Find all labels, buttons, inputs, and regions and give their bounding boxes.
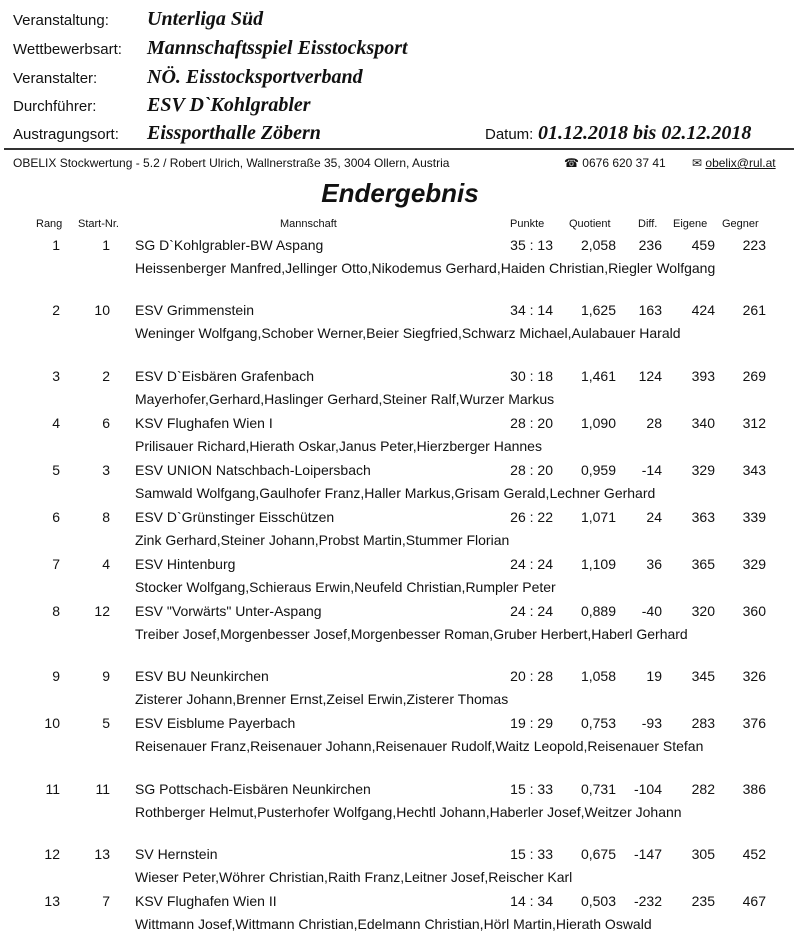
cell-rang: 5 <box>52 462 60 478</box>
cell-eigene: 365 <box>691 556 715 572</box>
cell-diff: -14 <box>641 462 662 478</box>
cell-punkte: 34 : 14 <box>510 302 553 318</box>
cell-team: ESV BU Neunkirchen <box>135 668 269 684</box>
team-members: Prilisauer Richard,Hierath Oskar,Janus Peter,Hierzberger Hannes <box>135 438 542 454</box>
cell-rang: 13 <box>44 893 60 909</box>
cell-start: 11 <box>95 781 110 797</box>
cell-diff: 236 <box>638 237 662 253</box>
phone-icon: ☎ <box>564 156 579 170</box>
cell-start: 7 <box>102 893 110 909</box>
cell-team: ESV Grimmenstein <box>135 302 255 318</box>
col-team: Mannschaft <box>280 218 337 230</box>
cell-rang: 3 <box>52 368 60 384</box>
email-contact[interactable] <box>692 156 776 170</box>
cell-gegner: 467 <box>742 893 766 909</box>
cell-start: 8 <box>102 509 110 525</box>
col-punkte: Punkte <box>510 218 545 230</box>
cell-diff: 36 <box>646 556 662 572</box>
cell-punkte: 20 : 28 <box>510 668 553 684</box>
cell-team: SV Hernstein <box>135 846 218 862</box>
cell-rang: 1 <box>52 237 60 253</box>
team-members: Weninger Wolfgang,Schober Werner,Beier Siegfried,Schwarz Michael,Aulabauer Harald <box>135 325 681 341</box>
cell-punkte: 28 : 20 <box>510 462 553 478</box>
cell-quotient: 1,071 <box>580 509 616 525</box>
cell-punkte: 30 : 18 <box>510 368 553 384</box>
team-members: Rothberger Helmut,Pusterhofer Wolfgang,Hechtl Johann,Haberler Josef,Weitzer Johann <box>135 804 682 820</box>
cell-team: SG Pottschach-Eisbären Neunkirchen <box>135 781 371 797</box>
cell-rang: 10 <box>44 715 60 731</box>
cell-gegner: 343 <box>742 462 766 478</box>
cell-quotient: 1,109 <box>580 556 616 572</box>
cell-quotient: 0,675 <box>580 846 616 862</box>
cell-diff: -232 <box>633 893 662 909</box>
event-value: Unterliga Süd <box>147 8 264 30</box>
cell-punkte: 14 : 34 <box>510 893 553 909</box>
cell-quotient: 1,058 <box>580 668 616 684</box>
organizer-label: Veranstalter: <box>13 70 98 87</box>
cell-quotient: 0,731 <box>580 781 616 797</box>
competition-type-value: Mannschaftsspiel Eisstocksport <box>147 37 408 59</box>
team-members: Wittmann Josef,Wittmann Christian,Edelmann Christian,Hörl Martin,Hierath Oswald <box>135 916 652 932</box>
cell-rang: 6 <box>52 509 60 525</box>
cell-start: 10 <box>94 302 110 318</box>
cell-rang: 4 <box>52 415 60 431</box>
cell-team: ESV D`Grünstinger Eisschützen <box>135 509 335 525</box>
cell-eigene: 235 <box>691 893 715 909</box>
cell-quotient: 0,503 <box>580 893 616 909</box>
cell-gegner: 312 <box>742 415 766 431</box>
cell-punkte: 15 : 33 <box>510 846 553 862</box>
cell-diff: 163 <box>638 302 662 318</box>
cell-team: ESV "Vorwärts" Unter-Aspang <box>135 603 322 619</box>
cell-diff: 124 <box>638 368 662 384</box>
team-members: Reisenauer Franz,Reisenauer Johann,Reisenauer Rudolf,Waitz Leopold,Reisenauer Stefan <box>135 738 704 754</box>
cell-start: 4 <box>102 556 110 572</box>
cell-diff: -147 <box>633 846 662 862</box>
cell-team: ESV Eisblume Payerbach <box>135 715 296 731</box>
cell-start: 9 <box>102 668 110 684</box>
date-label: Datum: <box>485 126 534 143</box>
cell-gegner: 376 <box>742 715 766 731</box>
event-label: Veranstaltung: <box>13 12 109 29</box>
cell-quotient: 0,753 <box>580 715 616 731</box>
cell-quotient: 0,889 <box>580 603 616 619</box>
cell-gegner: 326 <box>742 668 766 684</box>
header-divider <box>4 148 794 150</box>
cell-punkte: 28 : 20 <box>510 415 553 431</box>
cell-start: 1 <box>102 237 110 253</box>
col-start: Start-Nr. <box>78 218 119 230</box>
page-title: Endergebnis <box>321 178 479 208</box>
cell-eigene: 424 <box>691 302 715 318</box>
envelope-icon: ✉ <box>692 156 703 170</box>
cell-gegner: 386 <box>742 781 766 797</box>
cell-start: 13 <box>94 846 110 862</box>
cell-diff: 19 <box>646 668 662 684</box>
software-credits: OBELIX Stockwertung - 5.2 / Robert Ulrich, Wallnerstraße 35, 3004 Ollern, Austria <box>13 156 450 170</box>
cell-team: ESV UNION Natschbach-Loipersbach <box>135 462 371 478</box>
email-link[interactable]: obelix@rul.at <box>705 156 776 170</box>
cell-start: 3 <box>102 462 110 478</box>
cell-punkte: 24 : 24 <box>510 603 553 619</box>
cell-punkte: 26 : 22 <box>510 509 553 525</box>
cell-eigene: 320 <box>691 603 715 619</box>
cell-eigene: 282 <box>691 781 715 797</box>
team-members: Heissenberger Manfred,Jellinger Otto,Nikodemus Gerhard,Haiden Christian,Riegler Wolfgang <box>135 260 716 276</box>
cell-rang: 7 <box>52 556 60 572</box>
cell-punkte: 19 : 29 <box>510 715 553 731</box>
cell-eigene: 329 <box>691 462 715 478</box>
team-members: Zisterer Johann,Brenner Ernst,Zeisel Erwin,Zisterer Thomas <box>135 691 509 707</box>
cell-gegner: 452 <box>742 846 766 862</box>
cell-quotient: 1,625 <box>580 302 616 318</box>
cell-start: 6 <box>102 415 110 431</box>
cell-gegner: 223 <box>742 237 766 253</box>
team-members: Treiber Josef,Morgenbesser Josef,Morgenbesser Roman,Gruber Herbert,Haberl Gerhard <box>135 626 688 642</box>
team-members: Wieser Peter,Wöhrer Christian,Raith Franz,Leitner Josef,Reischer Karl <box>135 869 573 885</box>
cell-gegner: 261 <box>742 302 766 318</box>
executor-label: Durchführer: <box>13 98 97 115</box>
cell-eigene: 363 <box>691 509 715 525</box>
cell-eigene: 340 <box>691 415 715 431</box>
cell-rang: 12 <box>44 846 60 862</box>
cell-quotient: 1,461 <box>580 368 616 384</box>
cell-team: KSV Flughafen Wien II <box>135 893 277 909</box>
cell-diff: -104 <box>633 781 662 797</box>
cell-eigene: 305 <box>691 846 715 862</box>
cell-start: 12 <box>94 603 110 619</box>
cell-team: ESV D`Eisbären Grafenbach <box>135 368 314 384</box>
cell-quotient: 0,959 <box>580 462 616 478</box>
col-quotient: Quotient <box>569 218 611 230</box>
cell-gegner: 269 <box>742 368 766 384</box>
col-gegner: Gegner <box>722 218 759 230</box>
cell-gegner: 339 <box>742 509 766 525</box>
cell-diff: 24 <box>646 509 662 525</box>
cell-rang: 8 <box>52 603 60 619</box>
cell-diff: -40 <box>641 603 662 619</box>
cell-start: 2 <box>102 368 110 384</box>
cell-quotient: 1,090 <box>580 415 616 431</box>
team-members: Mayerhofer,Gerhard,Haslinger Gerhard,Steiner Ralf,Wurzer Markus <box>135 391 555 407</box>
cell-team: ESV Hintenburg <box>135 556 236 572</box>
cell-punkte: 35 : 13 <box>510 237 553 253</box>
cell-diff: -93 <box>641 715 662 731</box>
phone-contact <box>564 156 666 170</box>
phone-number: 0676 620 37 41 <box>582 156 666 170</box>
cell-rang: 11 <box>45 781 60 797</box>
team-members: Zink Gerhard,Steiner Johann,Probst Martin,Stummer Florian <box>135 532 510 548</box>
cell-rang: 9 <box>52 668 60 684</box>
competition-type-label: Wettbewerbsart: <box>13 41 122 58</box>
cell-eigene: 345 <box>691 668 715 684</box>
venue-value: Eissporthalle Zöbern <box>147 122 321 144</box>
team-members: Samwald Wolfgang,Gaulhofer Franz,Haller Markus,Grisam Gerald,Lechner Gerhard <box>135 485 656 501</box>
cell-gegner: 360 <box>742 603 766 619</box>
date-value: 01.12.2018 bis 02.12.2018 <box>538 122 752 144</box>
cell-punkte: 24 : 24 <box>510 556 553 572</box>
cell-eigene: 459 <box>691 237 715 253</box>
cell-team: KSV Flughafen Wien I <box>135 415 273 431</box>
cell-punkte: 15 : 33 <box>510 781 553 797</box>
col-eigene: Eigene <box>673 218 708 230</box>
executor-value: ESV D`Kohlgrabler <box>147 94 311 116</box>
venue-label: Austragungsort: <box>13 126 119 143</box>
cell-eigene: 393 <box>691 368 715 384</box>
cell-team: SG D`Kohlgrabler-BW Aspang <box>135 237 324 253</box>
cell-gegner: 329 <box>742 556 766 572</box>
cell-rang: 2 <box>52 302 60 318</box>
col-rang: Rang <box>36 218 63 230</box>
team-members: Stocker Wolfgang,Schieraus Erwin,Neufeld Christian,Rumpler Peter <box>135 579 556 595</box>
cell-quotient: 2,058 <box>580 237 616 253</box>
organizer-value: NÖ. Eisstocksportverband <box>147 66 363 88</box>
cell-eigene: 283 <box>691 715 715 731</box>
cell-start: 5 <box>102 715 110 731</box>
cell-diff: 28 <box>646 415 662 431</box>
col-diff: Diff. <box>638 218 658 230</box>
